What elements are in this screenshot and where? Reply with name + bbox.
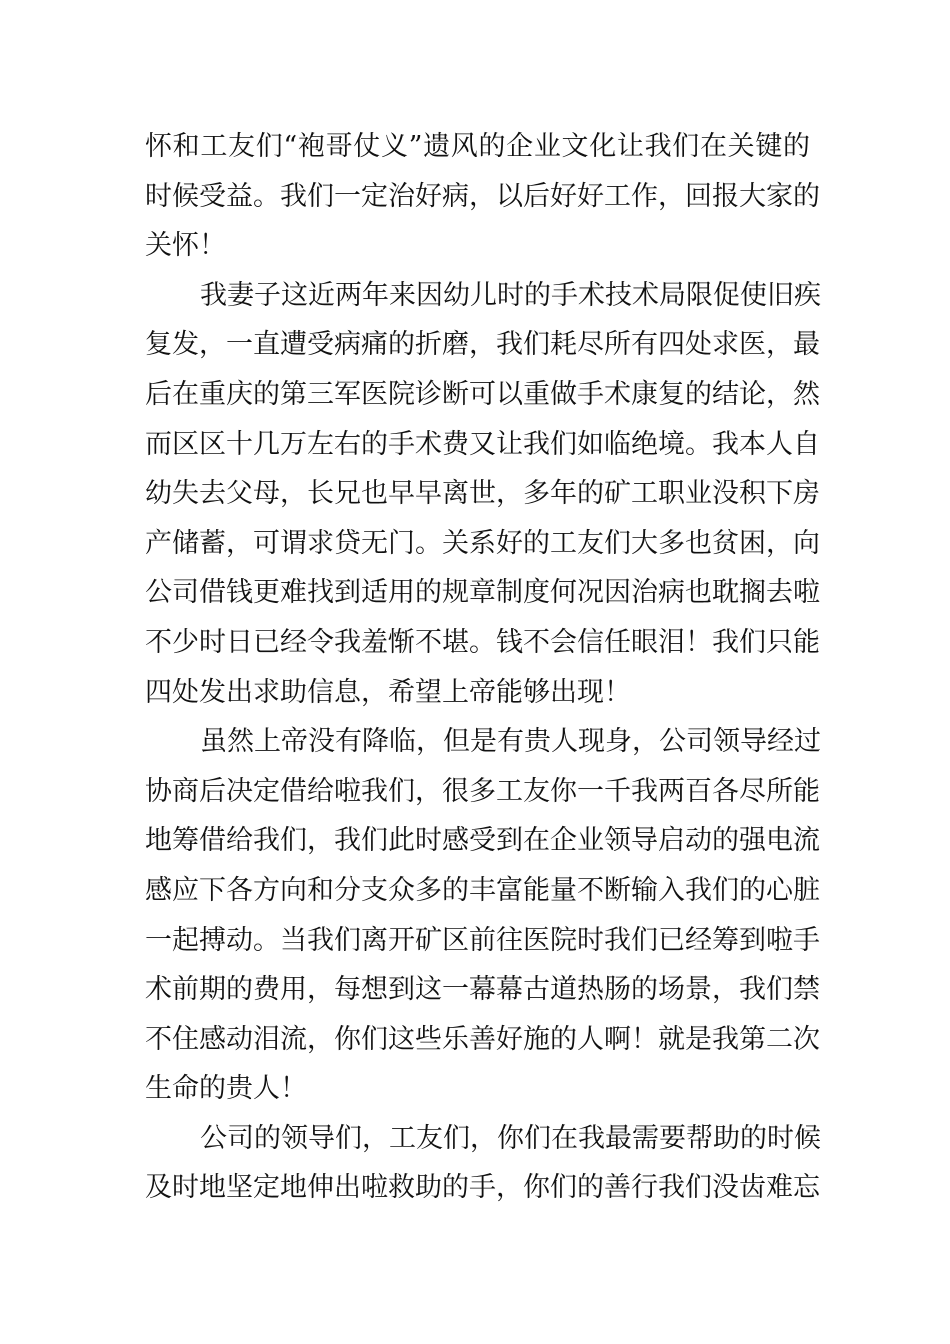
text-line: 不少时日已经令我羞惭不堪。钱不会信任眼泪！我们只能 — [145, 626, 820, 658]
text-line: 复发，一直遭受病痛的折磨，我们耗尽所有四处求医，最 — [145, 329, 820, 361]
text-line: 感应下各方向和分支众多的丰富能量不断输入我们的心脏 — [145, 874, 820, 906]
text-line: 四处发出求助信息，希望上帝能够出现！ — [145, 676, 631, 708]
text-line: 及时地坚定地伸出啦救助的手，你们的善行我们没齿难忘 — [145, 1172, 820, 1204]
text-line: 产储蓄，可谓求贷无门。关系好的工友们大多也贫困，向 — [145, 527, 820, 559]
text-line: 我妻子这近两年来因幼儿时的手术技术局限促使旧疾 — [200, 279, 821, 311]
text-line: 幼失去父母，长兄也早早离世，多年的矿工职业没积下房 — [145, 478, 820, 510]
text-line: 后在重庆的第三军医院诊断可以重做手术康复的结论，然 — [145, 378, 820, 410]
text-line: 公司借钱更难找到适用的规章制度何况因治病也耽搁去啦 — [145, 577, 820, 609]
body-text — [145, 122, 821, 1213]
text-line: 术前期的费用，每想到这一幕幕古道热肠的场景，我们禁 — [145, 974, 820, 1006]
text-line: 不住感动泪流，你们这些乐善好施的人啊！就是我第二次 — [145, 1023, 820, 1055]
text-line: 协商后决定借给啦我们，很多工友你一千我两百各尽所能 — [145, 775, 820, 807]
text-line: 公司的领导们，工友们，你们在我最需要帮助的时候 — [200, 1122, 821, 1154]
text-line: 关怀！ — [145, 230, 226, 262]
text-line: 生命的贵人！ — [145, 1073, 307, 1105]
text-line: 地筹借给我们，我们此时感受到在企业领导启动的强电流 — [145, 825, 820, 857]
text-line: 虽然上帝没有降临，但是有贵人现身，公司领导经过 — [200, 726, 821, 758]
text-line: 怀和工友们“袍哥仗义”遗风的企业文化让我们在关键的 — [145, 131, 810, 162]
text-line: 一起搏动。当我们离开矿区前往医院时我们已经筹到啦手 — [145, 924, 820, 956]
text-line: 而区区十几万左右的手术费又让我们如临绝境。我本人自 — [145, 428, 820, 460]
text-line: 时候受益。我们一定治好病，以后好好工作，回报大家的 — [145, 180, 820, 212]
